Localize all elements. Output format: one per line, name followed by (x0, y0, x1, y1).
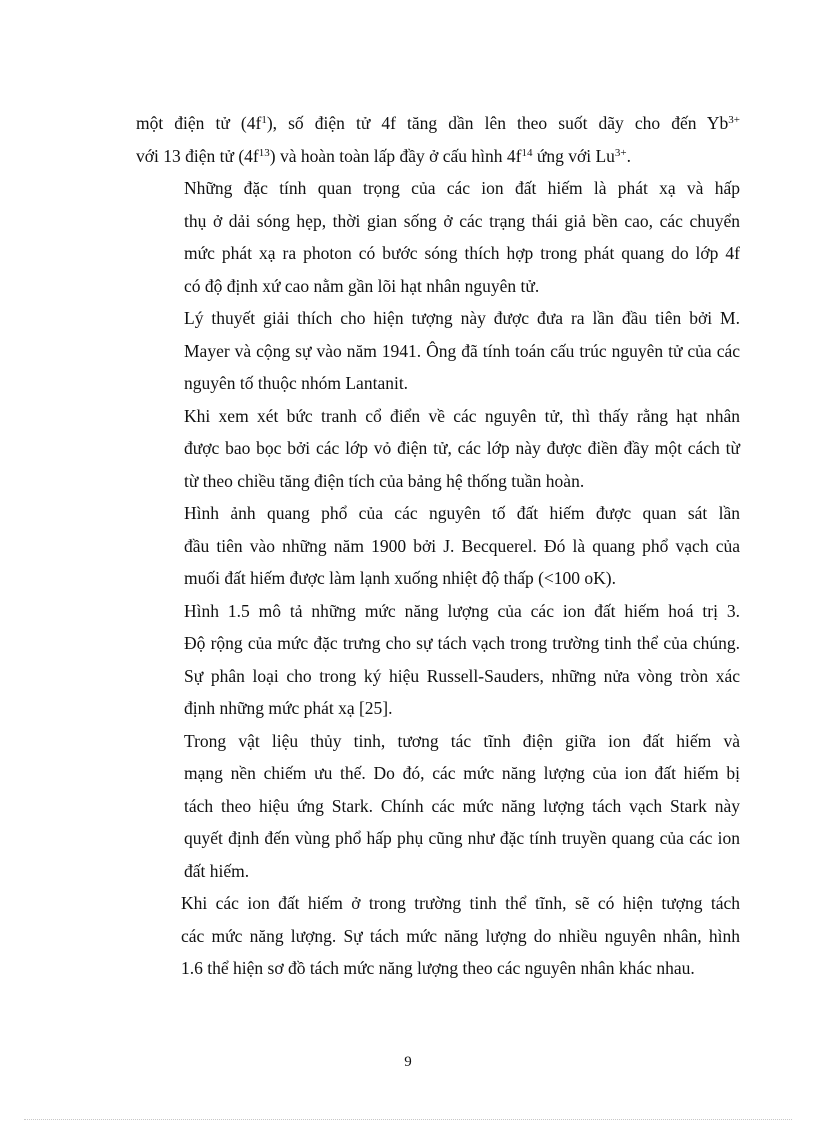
text-line: đầu tiên vào những năm 1900 bởi J. Becquerel. Đó là quang phổ vạch của (184, 535, 740, 556)
text-line: từ theo chiều tăng điện tích của bảng hệ thống tuần hoàn. (184, 470, 585, 491)
text-line: mức phát xạ ra photon có bước sóng thích hợp trong phát quang do lớp 4f (184, 243, 740, 263)
footer-divider (24, 1119, 792, 1120)
text-line: muối đất hiếm được làm lạnh xuống nhiệt độ thấp (<100 oK). (184, 568, 617, 588)
paragraph-1 (136, 107, 740, 172)
body-text (136, 107, 740, 985)
paragraph-8 (136, 887, 740, 985)
text-line: 1.6 thể hiện sơ đồ tách mức năng lượng theo các nguyên nhân khác nhau. (181, 958, 695, 978)
paragraph-3 (136, 302, 740, 400)
paragraph-5 (136, 497, 740, 595)
text-line: Khi xem xét bức tranh cổ điển về các nguyên tử, thì thấy rằng hạt nhân (184, 405, 740, 426)
text-line: quyết định đến vùng phổ hấp phụ cũng như đặc tính truyền quang của các ion (184, 828, 740, 848)
text-line: Những đặc tính quan trọng của các ion đất hiếm là phát xạ và hấp (184, 178, 740, 198)
text-line: một điện tử $(4f^1)$, số điện tử 4f tăng dần lên theo suốt dãy cho đến $Yb^{3+}$ (136, 113, 741, 133)
text-line: có độ định xứ cao nằm gần lõi hạt nhân nguyên tử. (184, 275, 540, 296)
text-line: nguyên tố thuộc nhóm Lantanit. (184, 373, 409, 393)
text-line: đất hiếm. (184, 860, 250, 881)
text-line: Khi các ion đất hiếm ở trong trường tinh thể tĩnh, sẽ có hiện tượng tách (181, 893, 740, 913)
text-line: với 13 điện tử $(4f^{13})$ và hoàn toàn lấp đầy ở cấu hình $4f^{14}$ ứng với $Lu^{3+}$. (136, 145, 632, 166)
text-line: Mayer và cộng sự vào năm 1941. Ông đã tính toán cấu trúc nguyên tử của các (184, 340, 740, 361)
text-line: các mức năng lượng. Sự tách mức năng lượng do nhiều nguyên nhân, hình (181, 925, 740, 946)
paragraph-6 (136, 595, 740, 725)
text-line: Độ rộng của mức đặc trưng cho sự tách vạch trong trường tinh thể của chúng. (184, 633, 740, 653)
text-line: thụ ở dải sóng hẹp, thời gian sống ở các trạng thái giả bền cao, các chuyển (184, 210, 740, 231)
text-line: Trong vật liệu thủy tinh, tương tác tĩnh điện giữa ion đất hiếm và (184, 730, 740, 751)
text-line: định những mức phát xạ [25]. (184, 698, 393, 718)
page-number: 9 (404, 1054, 412, 1070)
text-line: Sự phân loại cho trong ký hiệu Russell-Sauders, những nửa vòng tròn xác (184, 665, 740, 686)
text-line: Hình ảnh quang phổ của các nguyên tố đất hiếm được quan sát lần (184, 503, 740, 523)
text-line: Lý thuyết giải thích cho hiện tượng này được đưa ra lần đầu tiên bởi M. (184, 308, 740, 328)
text-line: được bao bọc bởi các lớp vỏ điện tử, các lớp này được điền đầy một cách từ (184, 438, 740, 458)
paragraph-7 (136, 725, 740, 888)
paragraph-4 (136, 400, 740, 498)
paragraph-2 (136, 172, 740, 302)
text-line: mạng nền chiếm ưu thế. Do đó, các mức năng lượng của ion đất hiếm bị (184, 763, 740, 783)
text-line: tách theo hiệu ứng Stark. Chính các mức năng lượng tách vạch Stark này (184, 795, 740, 816)
text-line: Hình 1.5 mô tả những mức năng lượng của các ion đất hiếm hoá trị 3. (184, 600, 740, 621)
